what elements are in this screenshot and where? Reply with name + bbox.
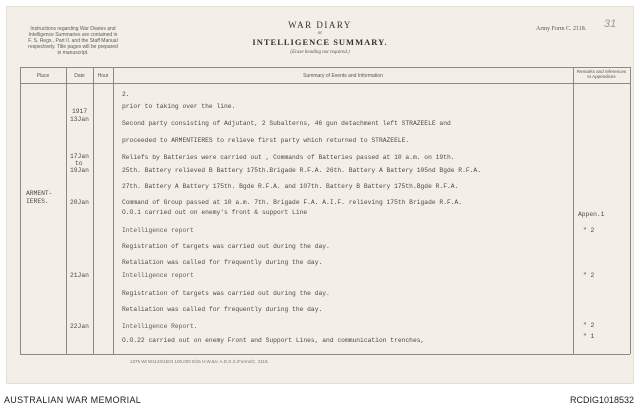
summary-line: 2. bbox=[122, 91, 130, 98]
summary-line: O.O.22 carried out on enemy Front and Support Lines, and communication trenches, bbox=[122, 337, 425, 344]
column-divider bbox=[66, 67, 67, 354]
place-entry: IERES. bbox=[26, 198, 49, 205]
date-entry: to bbox=[75, 160, 83, 167]
column-header-place: Place bbox=[36, 73, 50, 79]
date-entry: 13Jan bbox=[70, 116, 89, 123]
army-form-label: Army Form C. 2118. bbox=[536, 26, 587, 32]
summary-line: Registration of targets was carried out during the day. bbox=[122, 243, 330, 250]
remarks-entry: " 2 bbox=[583, 272, 595, 279]
remarks-entry: " 1 bbox=[583, 333, 595, 340]
summary-line: Registration of targets was carried out during the day. bbox=[122, 290, 330, 297]
printer-imprint: 1375 Wt W1143/1504 100,000 9/15 H.W.&V. A.D.S.S./Forms/C. 2118. bbox=[130, 359, 269, 364]
summary-line: Retaliation was called for frequently during the day. bbox=[122, 259, 323, 266]
column-divider bbox=[630, 67, 631, 354]
date-entry: 21Jan bbox=[70, 272, 89, 279]
summary-line: prior to taking over the line. bbox=[122, 103, 236, 110]
summary-line: Intelligence Report. bbox=[122, 323, 198, 330]
institution-label: AUSTRALIAN WAR MEMORIAL bbox=[4, 395, 142, 405]
summary-line: Intelligence report bbox=[122, 227, 194, 234]
column-header-hour: Hour bbox=[97, 73, 109, 79]
summary-line: Reliefs by Batteries were carried out , Commands of Batteries passed at 10 a.m. on 19th. bbox=[122, 154, 455, 161]
summary-line: O.O.1 carried out on enemy's front & support Line bbox=[122, 209, 308, 216]
column-header-remarks: Remarks and references to Appendices bbox=[576, 69, 627, 79]
title-or: or bbox=[317, 31, 323, 36]
remarks-entry: Appen.1 bbox=[578, 211, 605, 218]
page-title: WAR DIARY bbox=[288, 20, 352, 30]
summary-line: 25th. Battery relieved B Battery 175th.Brigade R.F.A. 26th. Battery A Battery 105nd Bgde R.F.A. bbox=[122, 167, 481, 174]
table-header-rule bbox=[20, 83, 630, 84]
summary-line: Command of Group passed at 10 a.m. 7th. Brigade F.A. A.I.F. relieving 175th Brigade R.F.A. bbox=[122, 199, 463, 206]
date-entry: 22Jan bbox=[70, 323, 89, 330]
column-divider bbox=[113, 67, 114, 354]
date-entry: 19Jan bbox=[70, 167, 89, 174]
table-bottom-rule bbox=[20, 354, 630, 355]
page-number: 31 bbox=[604, 18, 617, 30]
erase-note: (Erase heading not required.) bbox=[290, 50, 350, 55]
summary-line: 27th. Battery A Battery 175th. Bgde R.F.A. and 107th. Battery B Battery 175th.Bgde R.F.A. bbox=[122, 183, 459, 190]
summary-line: Retaliation was called for frequently during the day. bbox=[122, 306, 323, 313]
summary-line: Second party consisting of Adjutant, 2 Subalterns, 46 gun detachment left STRAZEELE and bbox=[122, 120, 451, 127]
date-entry: 20Jan bbox=[70, 199, 89, 206]
date-entry: 1917 bbox=[72, 108, 88, 115]
summary-line: proceeded to ARMENTIERES to relieve first party which returned to STRAZEELE. bbox=[122, 137, 410, 144]
column-divider bbox=[573, 67, 574, 354]
place-entry: ARMENT- bbox=[26, 190, 53, 197]
column-header-date: Date bbox=[74, 73, 85, 79]
column-divider bbox=[20, 67, 21, 354]
remarks-entry: " 2 bbox=[583, 322, 595, 329]
column-header-summary: Summary of Events and Information bbox=[303, 73, 383, 79]
diary-page bbox=[6, 6, 634, 384]
date-entry: 17Jan bbox=[70, 153, 89, 160]
remarks-entry: " 2 bbox=[583, 227, 595, 234]
column-divider bbox=[93, 67, 94, 354]
page-subtitle: INTELLIGENCE SUMMARY. bbox=[252, 37, 388, 47]
record-id: RCDIG1018532 bbox=[569, 395, 634, 405]
instructions-note: Instructions regarding War Diaries and Intelligence Summaries are contained in F. S. Regs., Part II. and the Staff Manual respectively. Title pages will be prepared in manuscript. bbox=[28, 26, 118, 56]
table-top-rule bbox=[20, 67, 630, 68]
summary-line: Intelligence report bbox=[122, 272, 194, 279]
